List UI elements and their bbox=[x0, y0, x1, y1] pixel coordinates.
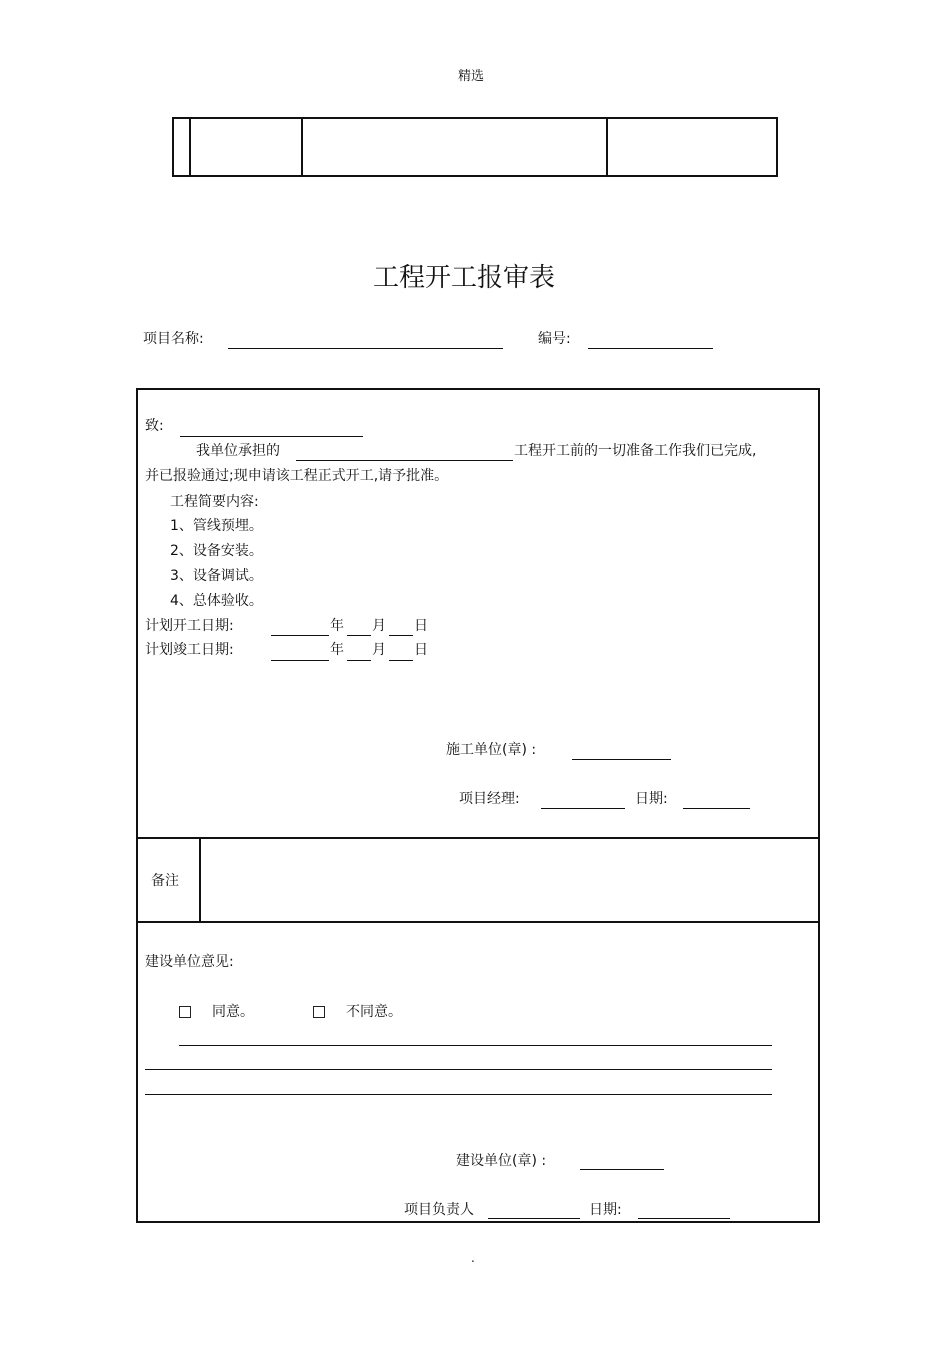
project-leader-field[interactable] bbox=[488, 1218, 580, 1219]
day-label: 日 bbox=[414, 642, 428, 658]
opinion-line-1[interactable] bbox=[179, 1045, 772, 1046]
owner-opinion-label: 建设单位意见: bbox=[145, 954, 234, 970]
brief-content-label: 工程简要内容: bbox=[170, 494, 259, 510]
start-day-field[interactable] bbox=[389, 635, 413, 636]
opinion-line-2[interactable] bbox=[145, 1069, 772, 1070]
to-field[interactable] bbox=[180, 436, 363, 437]
remarks-label: 备注 bbox=[151, 873, 179, 889]
opinion-line-3[interactable] bbox=[145, 1094, 772, 1095]
day-label: 日 bbox=[414, 618, 428, 634]
project-blank-field[interactable] bbox=[296, 460, 513, 461]
number-field[interactable] bbox=[588, 348, 713, 349]
disagree-checkbox[interactable] bbox=[313, 1006, 325, 1018]
intro-line1-a: 我单位承担的 bbox=[196, 443, 280, 459]
leader-date-field[interactable] bbox=[638, 1218, 730, 1219]
project-name-field[interactable] bbox=[228, 348, 503, 349]
remarks-field[interactable] bbox=[203, 841, 816, 919]
project-leader-label: 项目负责人 bbox=[404, 1202, 474, 1218]
disagree-label: 不同意。 bbox=[346, 1004, 402, 1020]
list-item: 3、设备调试。 bbox=[170, 568, 263, 584]
finish-month-field[interactable] bbox=[347, 660, 371, 661]
project-manager-label: 项目经理: bbox=[459, 791, 520, 807]
planned-start-label: 计划开工日期: bbox=[145, 618, 234, 634]
page-title: 工程开工报审表 bbox=[373, 263, 556, 293]
intro-line2: 并已报验通过;现申请该工程正式开工,请予批准。 bbox=[145, 468, 449, 484]
header-label: 精选 bbox=[458, 69, 485, 84]
list-item: 2、设备安装。 bbox=[170, 543, 263, 559]
agree-label: 同意。 bbox=[212, 1004, 254, 1020]
finish-year-field[interactable] bbox=[271, 660, 329, 661]
leader-date-label: 日期: bbox=[589, 1202, 622, 1218]
list-item: 1、管线预埋。 bbox=[170, 518, 263, 534]
start-year-field[interactable] bbox=[271, 635, 329, 636]
list-item: 4、总体验收。 bbox=[170, 593, 263, 609]
finish-day-field[interactable] bbox=[389, 660, 413, 661]
month-label: 月 bbox=[372, 618, 386, 634]
project-manager-field[interactable] bbox=[541, 808, 625, 809]
intro-line1-b: 工程开工前的一切准备工作我们已完成, bbox=[514, 443, 757, 459]
year-label: 年 bbox=[330, 642, 344, 658]
project-name-label: 项目名称: bbox=[143, 331, 204, 347]
year-label: 年 bbox=[330, 618, 344, 634]
contractor-seal-label: 施工单位(章) : bbox=[446, 742, 537, 758]
planned-finish-label: 计划竣工日期: bbox=[145, 642, 234, 658]
start-month-field[interactable] bbox=[347, 635, 371, 636]
to-label: 致: bbox=[145, 418, 164, 434]
pm-date-field[interactable] bbox=[683, 808, 750, 809]
owner-seal-field[interactable] bbox=[580, 1169, 664, 1170]
footer-mark: . bbox=[471, 1251, 475, 1265]
owner-seal-label: 建设单位(章) : bbox=[456, 1153, 547, 1169]
agree-checkbox[interactable] bbox=[179, 1006, 191, 1018]
pm-date-label: 日期: bbox=[635, 791, 668, 807]
number-label: 编号: bbox=[538, 331, 571, 347]
month-label: 月 bbox=[372, 642, 386, 658]
contractor-seal-field[interactable] bbox=[572, 759, 671, 760]
